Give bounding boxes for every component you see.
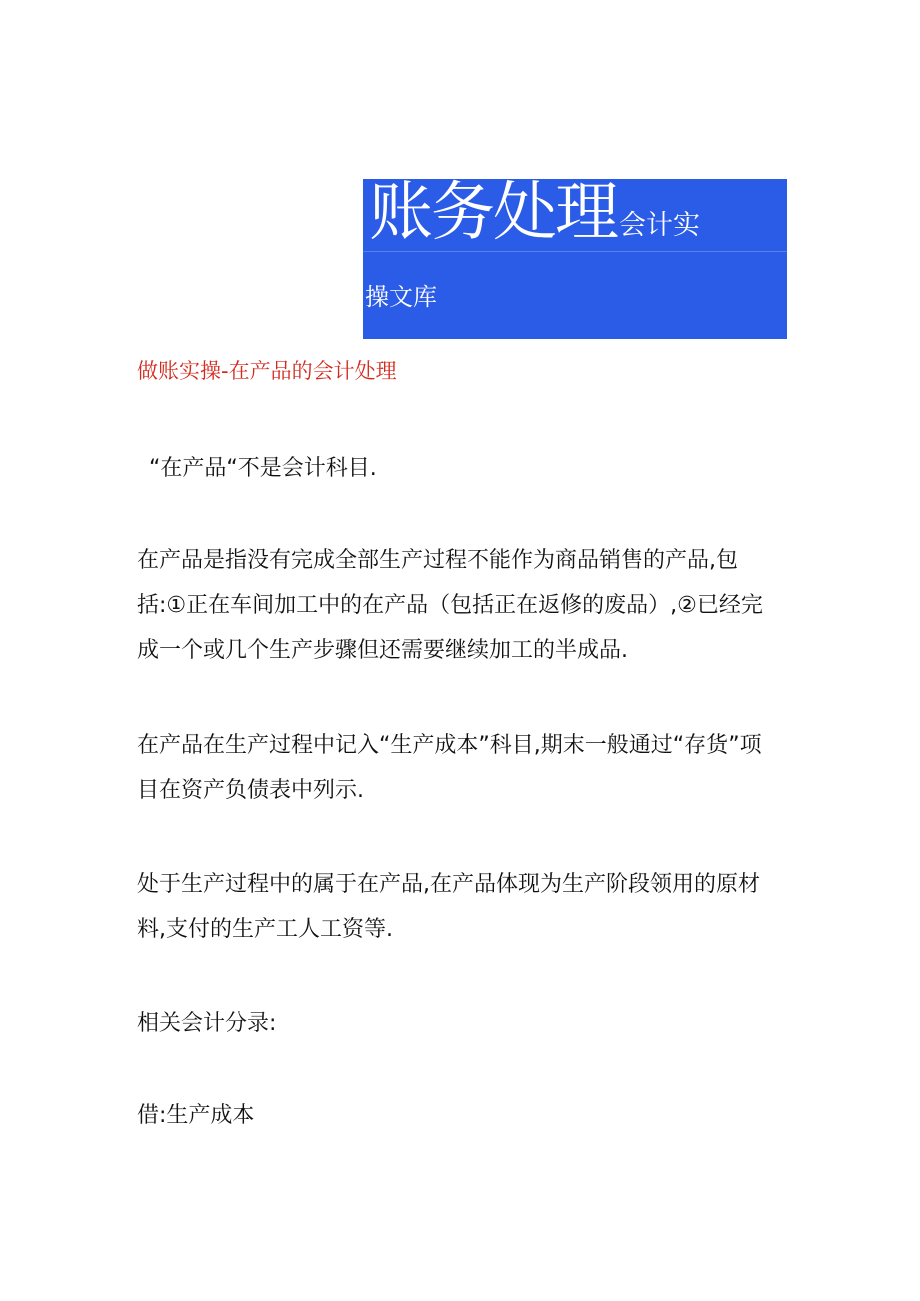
paragraph-presentation: 在产品在生产过程中记入“生产成本”科目,期末一般通过“存货”项目在资产负债表中列示. bbox=[137, 733, 762, 803]
paragraph-debit-entry: 借:生产成本 bbox=[137, 1103, 255, 1128]
banner-title-suffix: 会计实 bbox=[619, 210, 700, 241]
banner-divider bbox=[363, 251, 787, 252]
paragraph-intro: “在产品“不是会计科目. bbox=[149, 456, 377, 481]
paragraph-entries-heading: 相关会计分录: bbox=[137, 1011, 277, 1036]
paragraph-definition: 在产品是指没有完成全部生产过程不能作为商品销售的产品,包括:①正在车间加工中的在产品（包括正在返修的废品）,②已经完成一个或几个生产步骤但还需要继续加工的半成品. bbox=[137, 548, 763, 663]
document-title: 做账实操-在产品的会计处理 bbox=[137, 359, 397, 383]
header-banner bbox=[363, 179, 787, 339]
banner-title: 账务处理 bbox=[369, 179, 617, 250]
banner-subtitle: 操文库 bbox=[365, 283, 437, 311]
banner-title-line bbox=[369, 179, 700, 250]
paragraph-composition: 处于生产过程中的属于在产品,在产品体现为生产阶段领用的原材料,支付的生产工人工资等. bbox=[137, 872, 760, 942]
